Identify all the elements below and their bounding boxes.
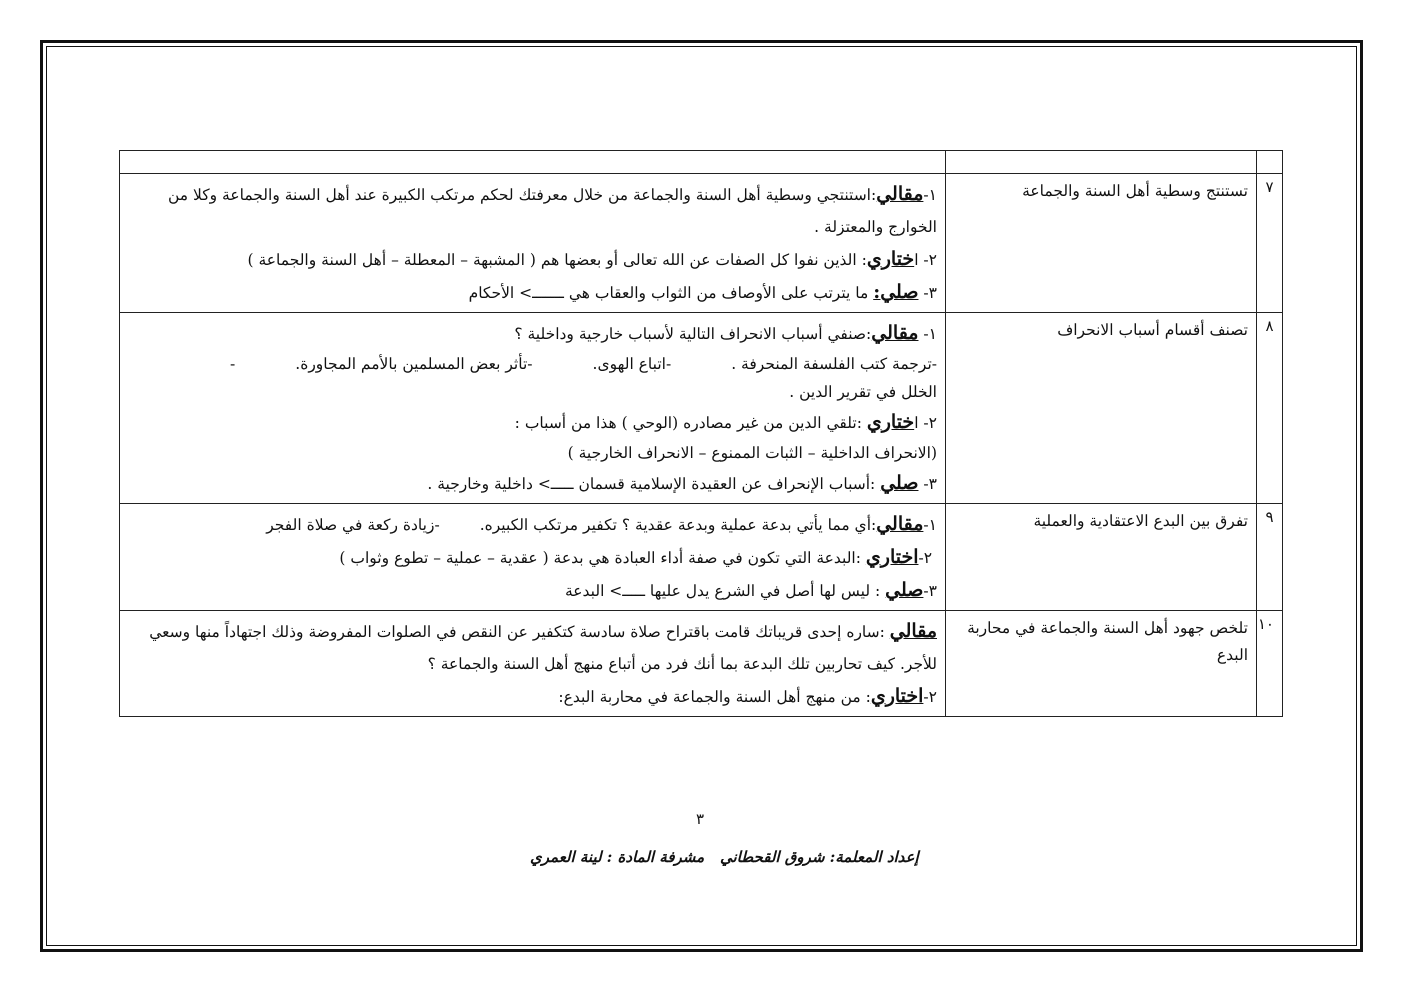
objective-cell xyxy=(946,151,1257,174)
question-items: -ترجمة كتب الفلسفة المنحرفة .-اتباع الهوى.-تأثر بعض المسلمين بالأمم المجاورة.- xyxy=(230,355,937,373)
question-choice: ٢- اختاري: الذين نفوا كل الصفات عن الله تعالى أو بعضها هم ( المشبهة – المعطلة – أهل السنة والجماعة ) xyxy=(247,248,937,270)
questions-cell xyxy=(120,504,946,611)
question-essay: ١- مقالي:صنفي أسباب الانحراف التالية لأسباب خارجية وداخلية ؟ xyxy=(514,322,937,344)
question-type-label: ختاري xyxy=(866,248,915,270)
question-match: ٣-صلي : ليس لها أصل في الشرع يدل عليها ـــــ> البدعة xyxy=(564,579,937,601)
question-type-label: اختاري xyxy=(870,685,924,707)
question-essay: مقالي :ساره إحدى قريباتك قامت باقتراح صلاة سادسة كتكفير عن النقص في الصلوات المفروضة وذلك اجتهاداً منها وسعي للأجر. كيف تحاربين تلك البدعة بما أنك فرد من أتباع منهج أهل السنة والجماعة ؟ xyxy=(149,620,937,673)
question-essay: ١-مقالي:أي مما يأتي بدعة عملية وبدعة عقدية ؟ تكفير مرتكب الكبيره.-زيادة ركعة في صلاة الفجر xyxy=(266,513,937,535)
question-type-label: اختاري xyxy=(865,546,919,568)
table-row xyxy=(120,151,1283,174)
question-type-label: ختاري xyxy=(866,411,915,433)
question-type-label: صلي: xyxy=(873,281,919,303)
choice-options: (الانحراف الداخلية – الثبات الممنوع – الانحراف الخارجية ) xyxy=(567,444,937,462)
questions-cell xyxy=(120,151,946,174)
question-choice: ٢-اختاري: من منهج أهل السنة والجماعة في محاربة البدع: xyxy=(558,685,937,707)
objective-text: تصنف أقسام أسباب الانحراف xyxy=(946,313,1257,504)
objective-text: تلخص جهود أهل السنة والجماعة في محاربة البدع xyxy=(946,611,1257,717)
num-cell xyxy=(1257,151,1283,174)
objective-text: تستنتج وسطية أهل السنة والجماعة xyxy=(946,174,1257,313)
table-row xyxy=(120,313,1283,504)
questions-cell xyxy=(120,174,946,313)
question-essay: ١-مقالي:استنتجي وسطية أهل السنة والجماعة من خلال معرفتك لحكم مرتكب الكبيرة عند أهل السنة والجماعة وكلا من الخوارج والمعتزلة . xyxy=(167,183,937,236)
question-type-label: مقالي xyxy=(871,322,919,344)
question-match: ٣- صلي: ما يترتب على الأوصاف من الثواب والعقاب هي ـــــــ> الأحكام xyxy=(468,281,937,303)
row-number: ٨ xyxy=(1257,313,1283,504)
row-number: ٩ xyxy=(1257,504,1283,611)
question-type-label: صلي xyxy=(885,579,924,601)
questions-cell xyxy=(120,611,946,717)
questions-cell xyxy=(120,313,946,504)
question-choice: ٢- اختاري :تلقي الدين من غير مصادره (الوحي ) هذا من أسباب : xyxy=(514,411,937,433)
question-type-label: مقالي xyxy=(876,183,924,205)
question-type-label: مقالي xyxy=(889,620,937,642)
question-match: ٣- صلي :أسباب الإنحراف عن العقيدة الإسلامية قسمان ـــــ> داخلية وخارجية . xyxy=(427,472,937,494)
row-number: ١٠ xyxy=(1257,611,1283,717)
question-choice: ٢-اختاري :البدعة التي تكون في صفة أداء العبادة هي بدعة ( عقدية – عملية – تطوع وثواب ) xyxy=(339,546,933,568)
page-number: ٣ xyxy=(695,810,705,828)
supervisor-signature: مشرفة المادة : لينة العمري xyxy=(530,848,705,866)
table-row xyxy=(120,174,1283,313)
table-row xyxy=(120,504,1283,611)
row-number: ٧ xyxy=(1257,174,1283,313)
prepared-by-signature: إعداد المعلمة: شروق القحطاني xyxy=(720,848,919,866)
objectives-table xyxy=(119,150,1283,717)
question-item: الخلل في تقرير الدين . xyxy=(789,383,937,401)
objective-text: تفرق بين البدع الاعتقادية والعملية xyxy=(946,504,1257,611)
question-type-label: صلي xyxy=(880,472,919,494)
question-type-label: مقالي xyxy=(876,513,924,535)
table-row xyxy=(120,611,1283,717)
